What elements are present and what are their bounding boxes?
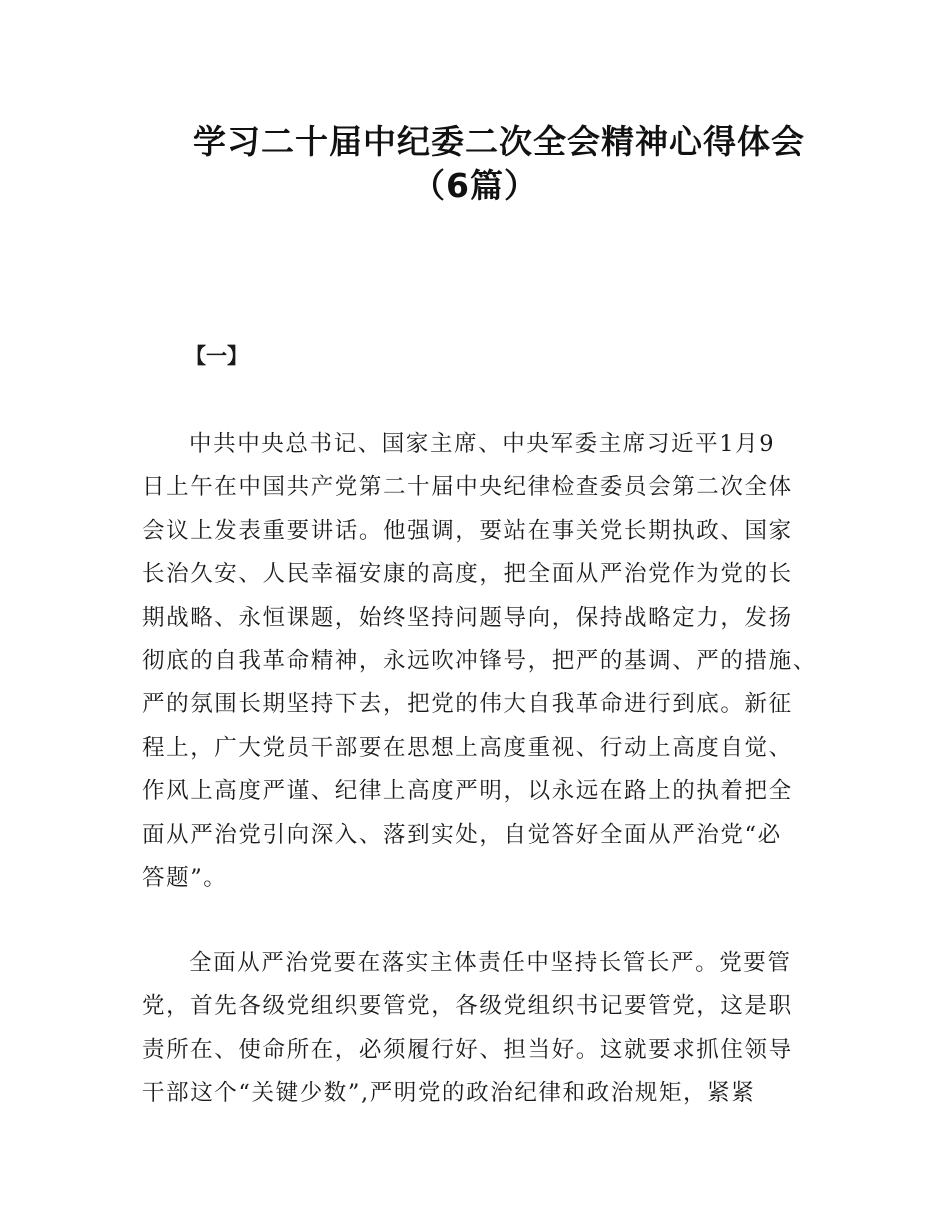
section-marker: 【一】: [185, 344, 248, 368]
paragraph-line: 程上，广大党员干部要在思想上高度重视、行动上高度自觉、: [142, 734, 793, 761]
paragraph-line: 答题”。: [142, 864, 228, 891]
paragraph-line: 严的氛围长期坚持下去，把党的伟大自我革命进行到底。新征: [142, 691, 793, 718]
paragraph-line: 面从严治党引向深入、落到实处，自觉答好全面从严治党“必: [142, 821, 782, 848]
document-title: 学习二十届中纪委二次全会精神心得体会: [193, 122, 805, 161]
paragraph-2: [142, 942, 842, 1116]
paragraph-line: 作风上高度严谨、纪律上高度严明，以永远在路上的执着把全: [142, 778, 793, 805]
paragraph-line: 党，首先各级党组织要管党，各级党组织书记要管党，这是职: [142, 993, 793, 1020]
paragraph-line: 干部这个“关键少数”,严明党的政治纪律和政治规矩，紧紧: [142, 1080, 756, 1107]
paragraph-line: 日上午在中国共产党第二十届中央纪律检查委员会第二次全体: [142, 474, 793, 501]
paragraph-1: [142, 423, 842, 900]
paragraph-line: 彻底的自我革命精神，永远吹冲锋号，把严的基调、严的措施、: [142, 647, 817, 674]
paragraph-line: 会议上发表重要讲话。他强调，要站在事关党长期执政、国家: [142, 517, 793, 544]
paragraph-line: 全面从严治党要在落实主体责任中坚持长管长严。党要管: [189, 950, 792, 976]
document-title-subtitle: （6篇）: [412, 166, 538, 205]
paragraph-line: 长治久安、人民幸福安康的高度，把全面从严治党作为党的长: [142, 561, 793, 588]
paragraph-line: 中共中央总书记、国家主席、中央军委主席习近平1月9: [189, 431, 776, 457]
paragraph-line: 责所在、使命所在，必须履行好、担当好。这就要求抓住领导: [142, 1036, 793, 1063]
paragraph-line: 期战略、永恒课题，始终坚持问题导向，保持战略定力，发扬: [142, 604, 793, 631]
